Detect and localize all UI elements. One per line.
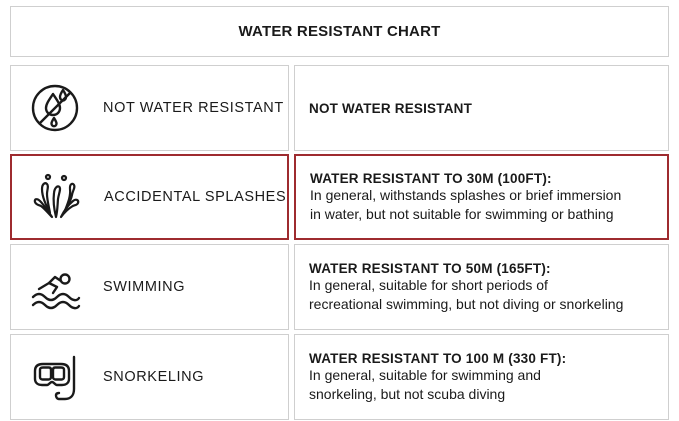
row-4-left-cell (10, 334, 289, 420)
row-4-description (309, 366, 668, 404)
row-1-left-cell (10, 65, 289, 151)
row-2-description (310, 186, 667, 224)
row-3-label: SWIMMING (103, 279, 186, 295)
row-4-line-2: snorkeling, but not scuba diving (309, 385, 506, 402)
row-1-right-cell (294, 65, 669, 151)
chart-title: WATER RESISTANT CHART (238, 23, 441, 40)
row-2-line-2: in water, but not suitable for swimming or bathing (310, 205, 614, 222)
row-3-line-2: recreational swimming, but not diving or snorkeling (309, 295, 624, 312)
row-3-description (309, 276, 668, 314)
row-2-heading: WATER RESISTANT TO 30M (100FT): (310, 170, 552, 186)
row-3-heading: WATER RESISTANT TO 50M (165FT): (309, 260, 551, 276)
row-4-right-cell (294, 334, 669, 420)
swimmer-icon (27, 259, 83, 315)
row-4-line-1: In general, suitable for swimming and (309, 366, 541, 383)
row-3-right-cell (294, 244, 669, 330)
row-3-line-1: In general, suitable for short periods of (309, 276, 548, 293)
row-2-left-cell (10, 154, 289, 240)
row-1-label: NOT WATER RESISTANT (103, 100, 284, 116)
chart-title-box (10, 6, 669, 57)
row-4-label: SNORKELING (103, 369, 205, 385)
row-1-heading: NOT WATER RESISTANT (309, 100, 473, 116)
row-4-heading: WATER RESISTANT TO 100 M (330 FT): (309, 350, 567, 366)
row-3-left-cell (10, 244, 289, 330)
row-2-right-cell (294, 154, 669, 240)
no-water-drops-icon (27, 80, 83, 136)
row-2-line-1: In general, withstands splashes or brief immersion (310, 186, 622, 203)
splash-icon (28, 169, 84, 225)
snorkel-mask-icon (27, 349, 83, 405)
row-2-label: ACCIDENTAL SPLASHES (104, 189, 287, 205)
